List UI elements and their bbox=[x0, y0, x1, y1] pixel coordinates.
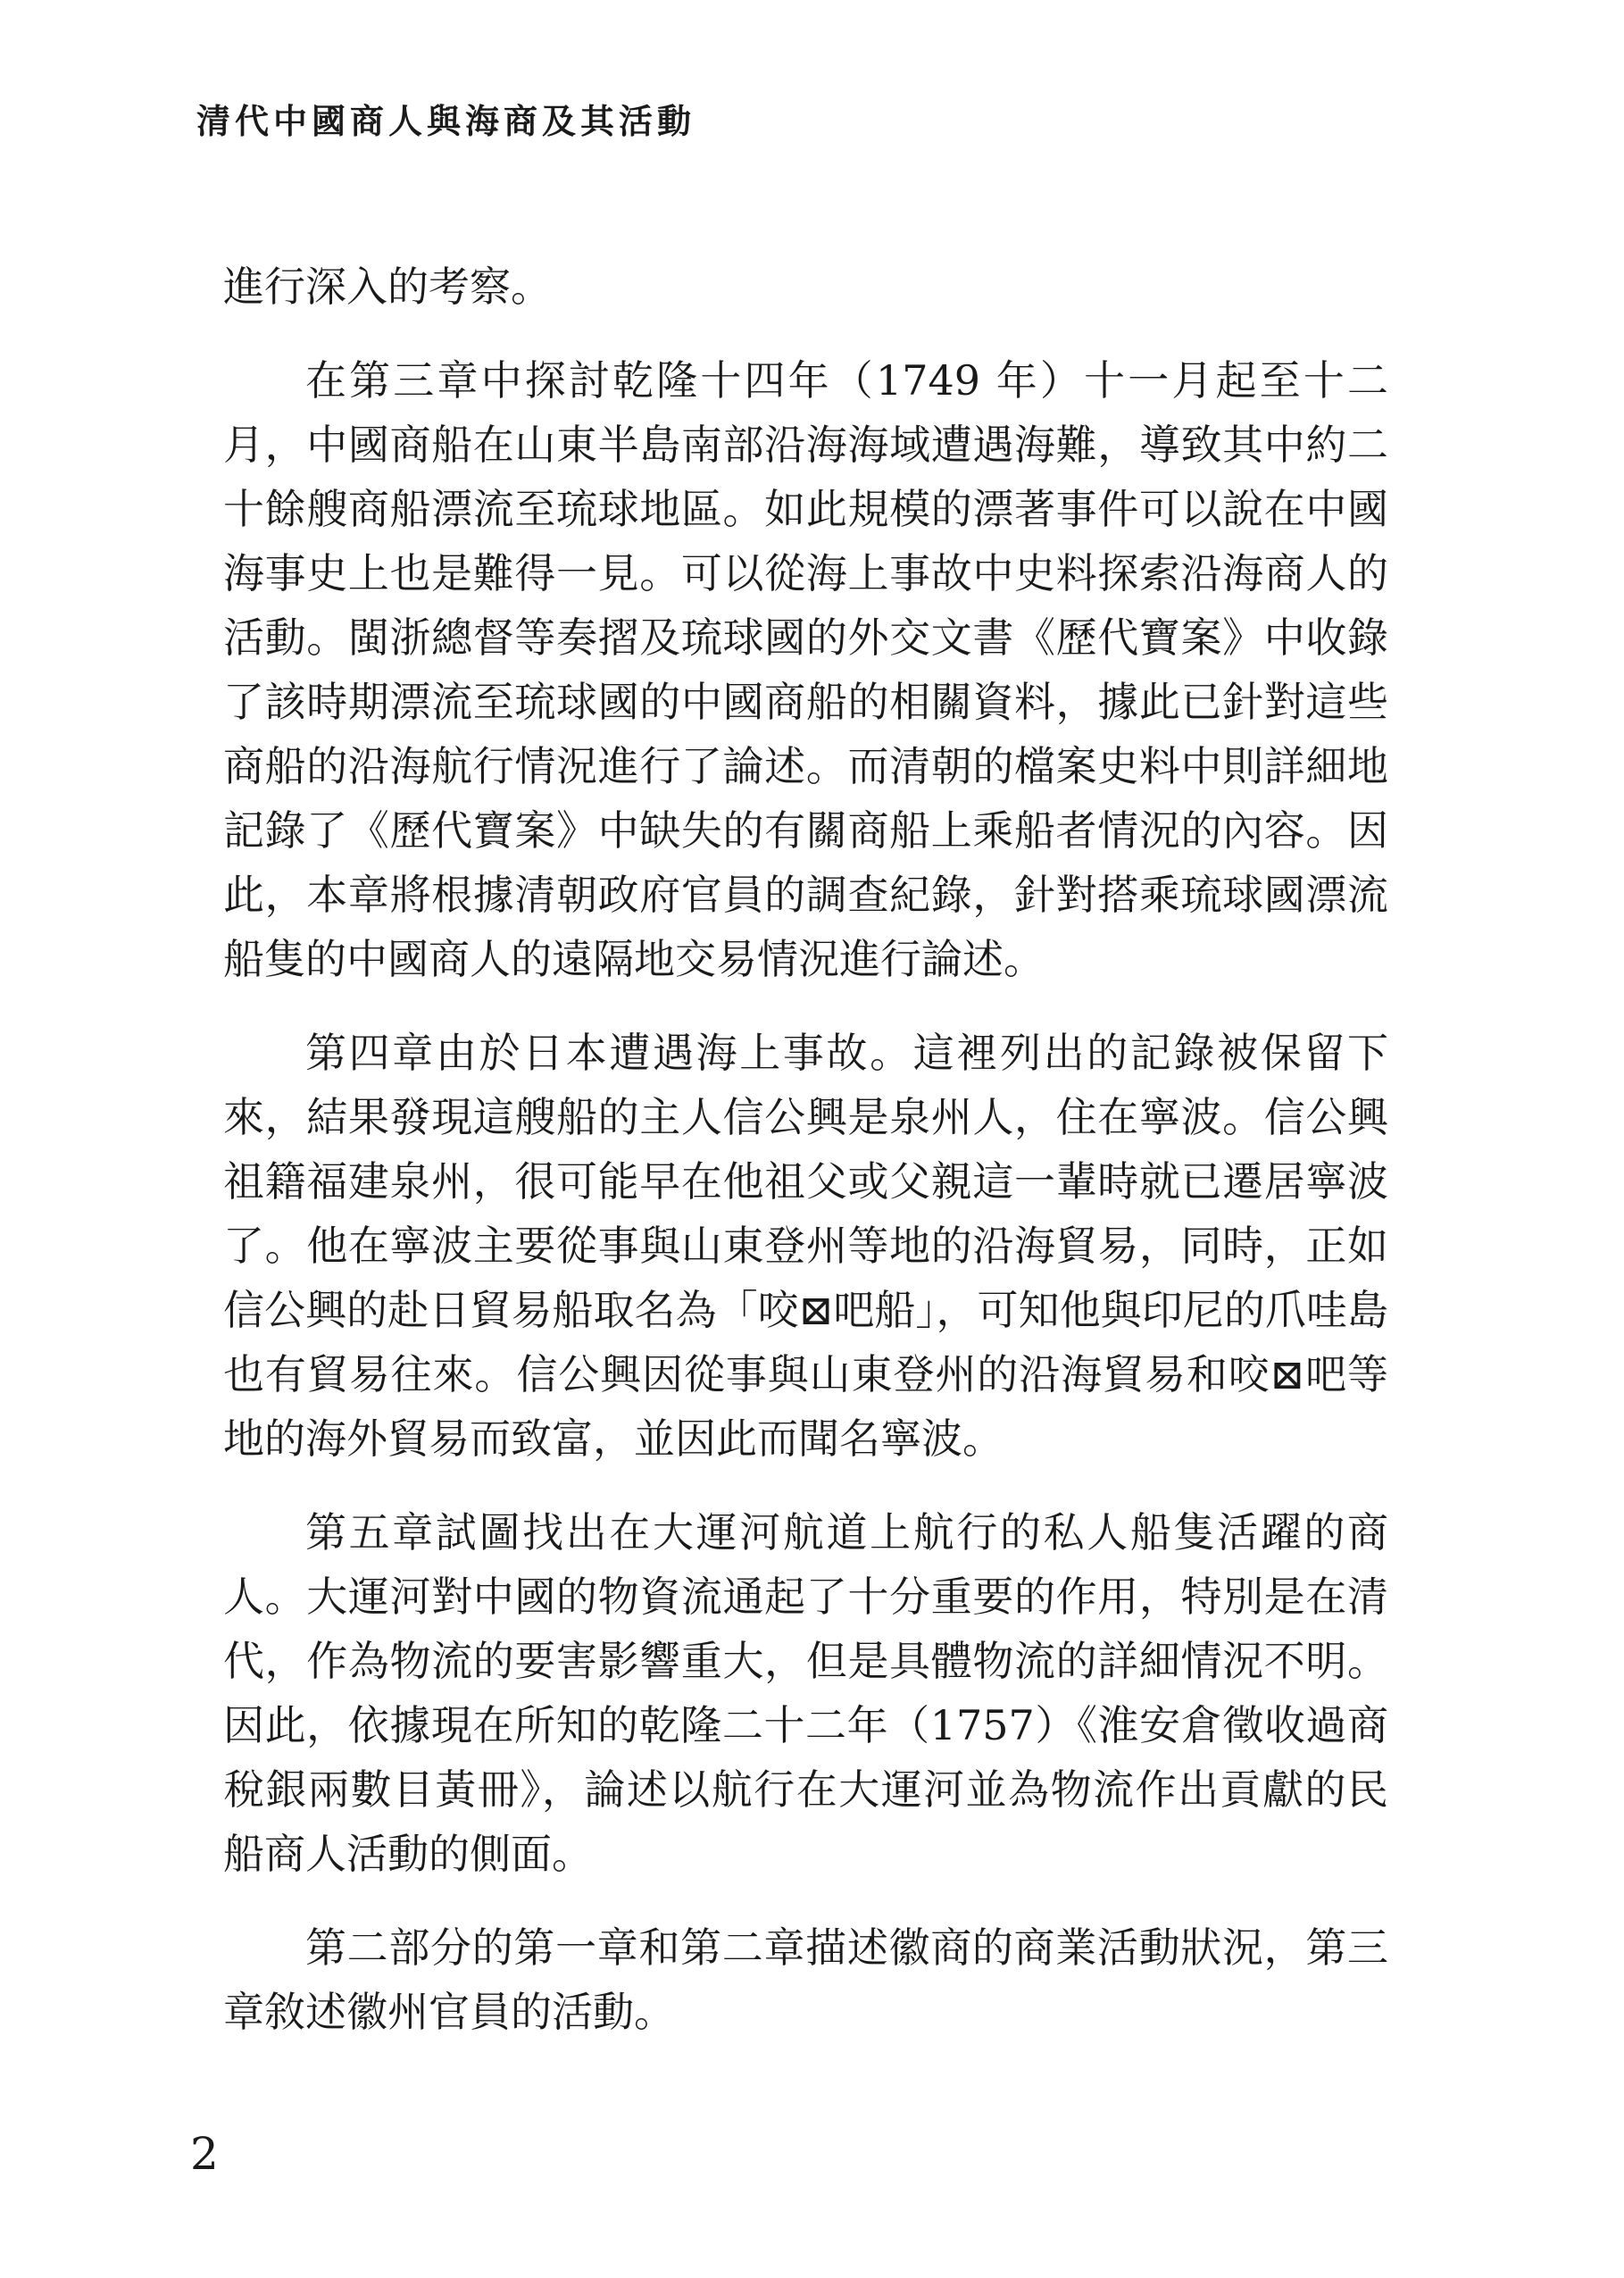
page-number: 2 bbox=[190, 2128, 219, 2180]
body-text bbox=[223, 255, 1388, 2074]
running-head-title: 清代中國商人與海商及其活動 bbox=[196, 101, 696, 141]
paragraph-chapter-3: 在第三章中探討乾隆十四年（1749 年）十一月起至十二月，中國商船在山東半島南部沿海海域遭遇海難，導致其中約二十餘艘商船漂流至琉球地區。如此規模的漂著事件可以說在中國海事史上也是難得一見。可以從海上事故中史料探索沿海商人的活動。閩浙總督等奏摺及琉球國的外交文書《歷代寶案》中收錄了該時期漂流至琉球國的中國商船的相關資料，據此已針對這些商船的沿海航行情況進行了論述。而清朝的檔案史料中則詳細地記錄了《歷代寶案》中缺失的有關商船上乘船者情況的內容。因此，本章將根據清朝政府官員的調查紀錄，針對搭乘琉球國漂流船隻的中國商人的遠隔地交易情況進行論述。 bbox=[223, 356, 1388, 983]
paragraph-part-2: 第二部分的第一章和第二章描述徽商的商業活動狀況，第三章敘述徽州官員的活動。 bbox=[223, 1923, 1388, 2036]
paragraph-continued: 進行深入的考察。 bbox=[223, 263, 552, 311]
paragraph-chapter-5: 第五章試圖找出在大運河航道上航行的私人船隻活躍的商人。大運河對中國的物資流通起了十分重要的作用，特別是在清代，作為物流的要害影響重大，但是具體物流的詳細情況不明。因此，依據現在所知的乾隆二十二年（1757）《淮安倉徵收過商稅銀兩數目黃冊》，論述以航行在大運河並為物流作出貢獻的民船商人活動的側面。 bbox=[223, 1508, 1388, 1878]
paragraph-chapter-4: 第四章由於日本遭遇海上事故。這裡列出的記錄被保留下來，結果發現這艘船的主人信公興是泉州人，住在寧波。信公興祖籍福建泉州，很可能早在他祖父或父親這一輩時就已遷居寧波了。他在寧波主要從事與山東登州等地的沿海貿易，同時，正如信公興的赴日貿易船取名為「咬⊠吧船」，可知他與印尼的爪哇島也有貿易往來。信公興因從事與山東登州的沿海貿易和咬⊠吧等地的海外貿易而致富，並因此而聞名寧波。 bbox=[223, 1029, 1388, 1463]
